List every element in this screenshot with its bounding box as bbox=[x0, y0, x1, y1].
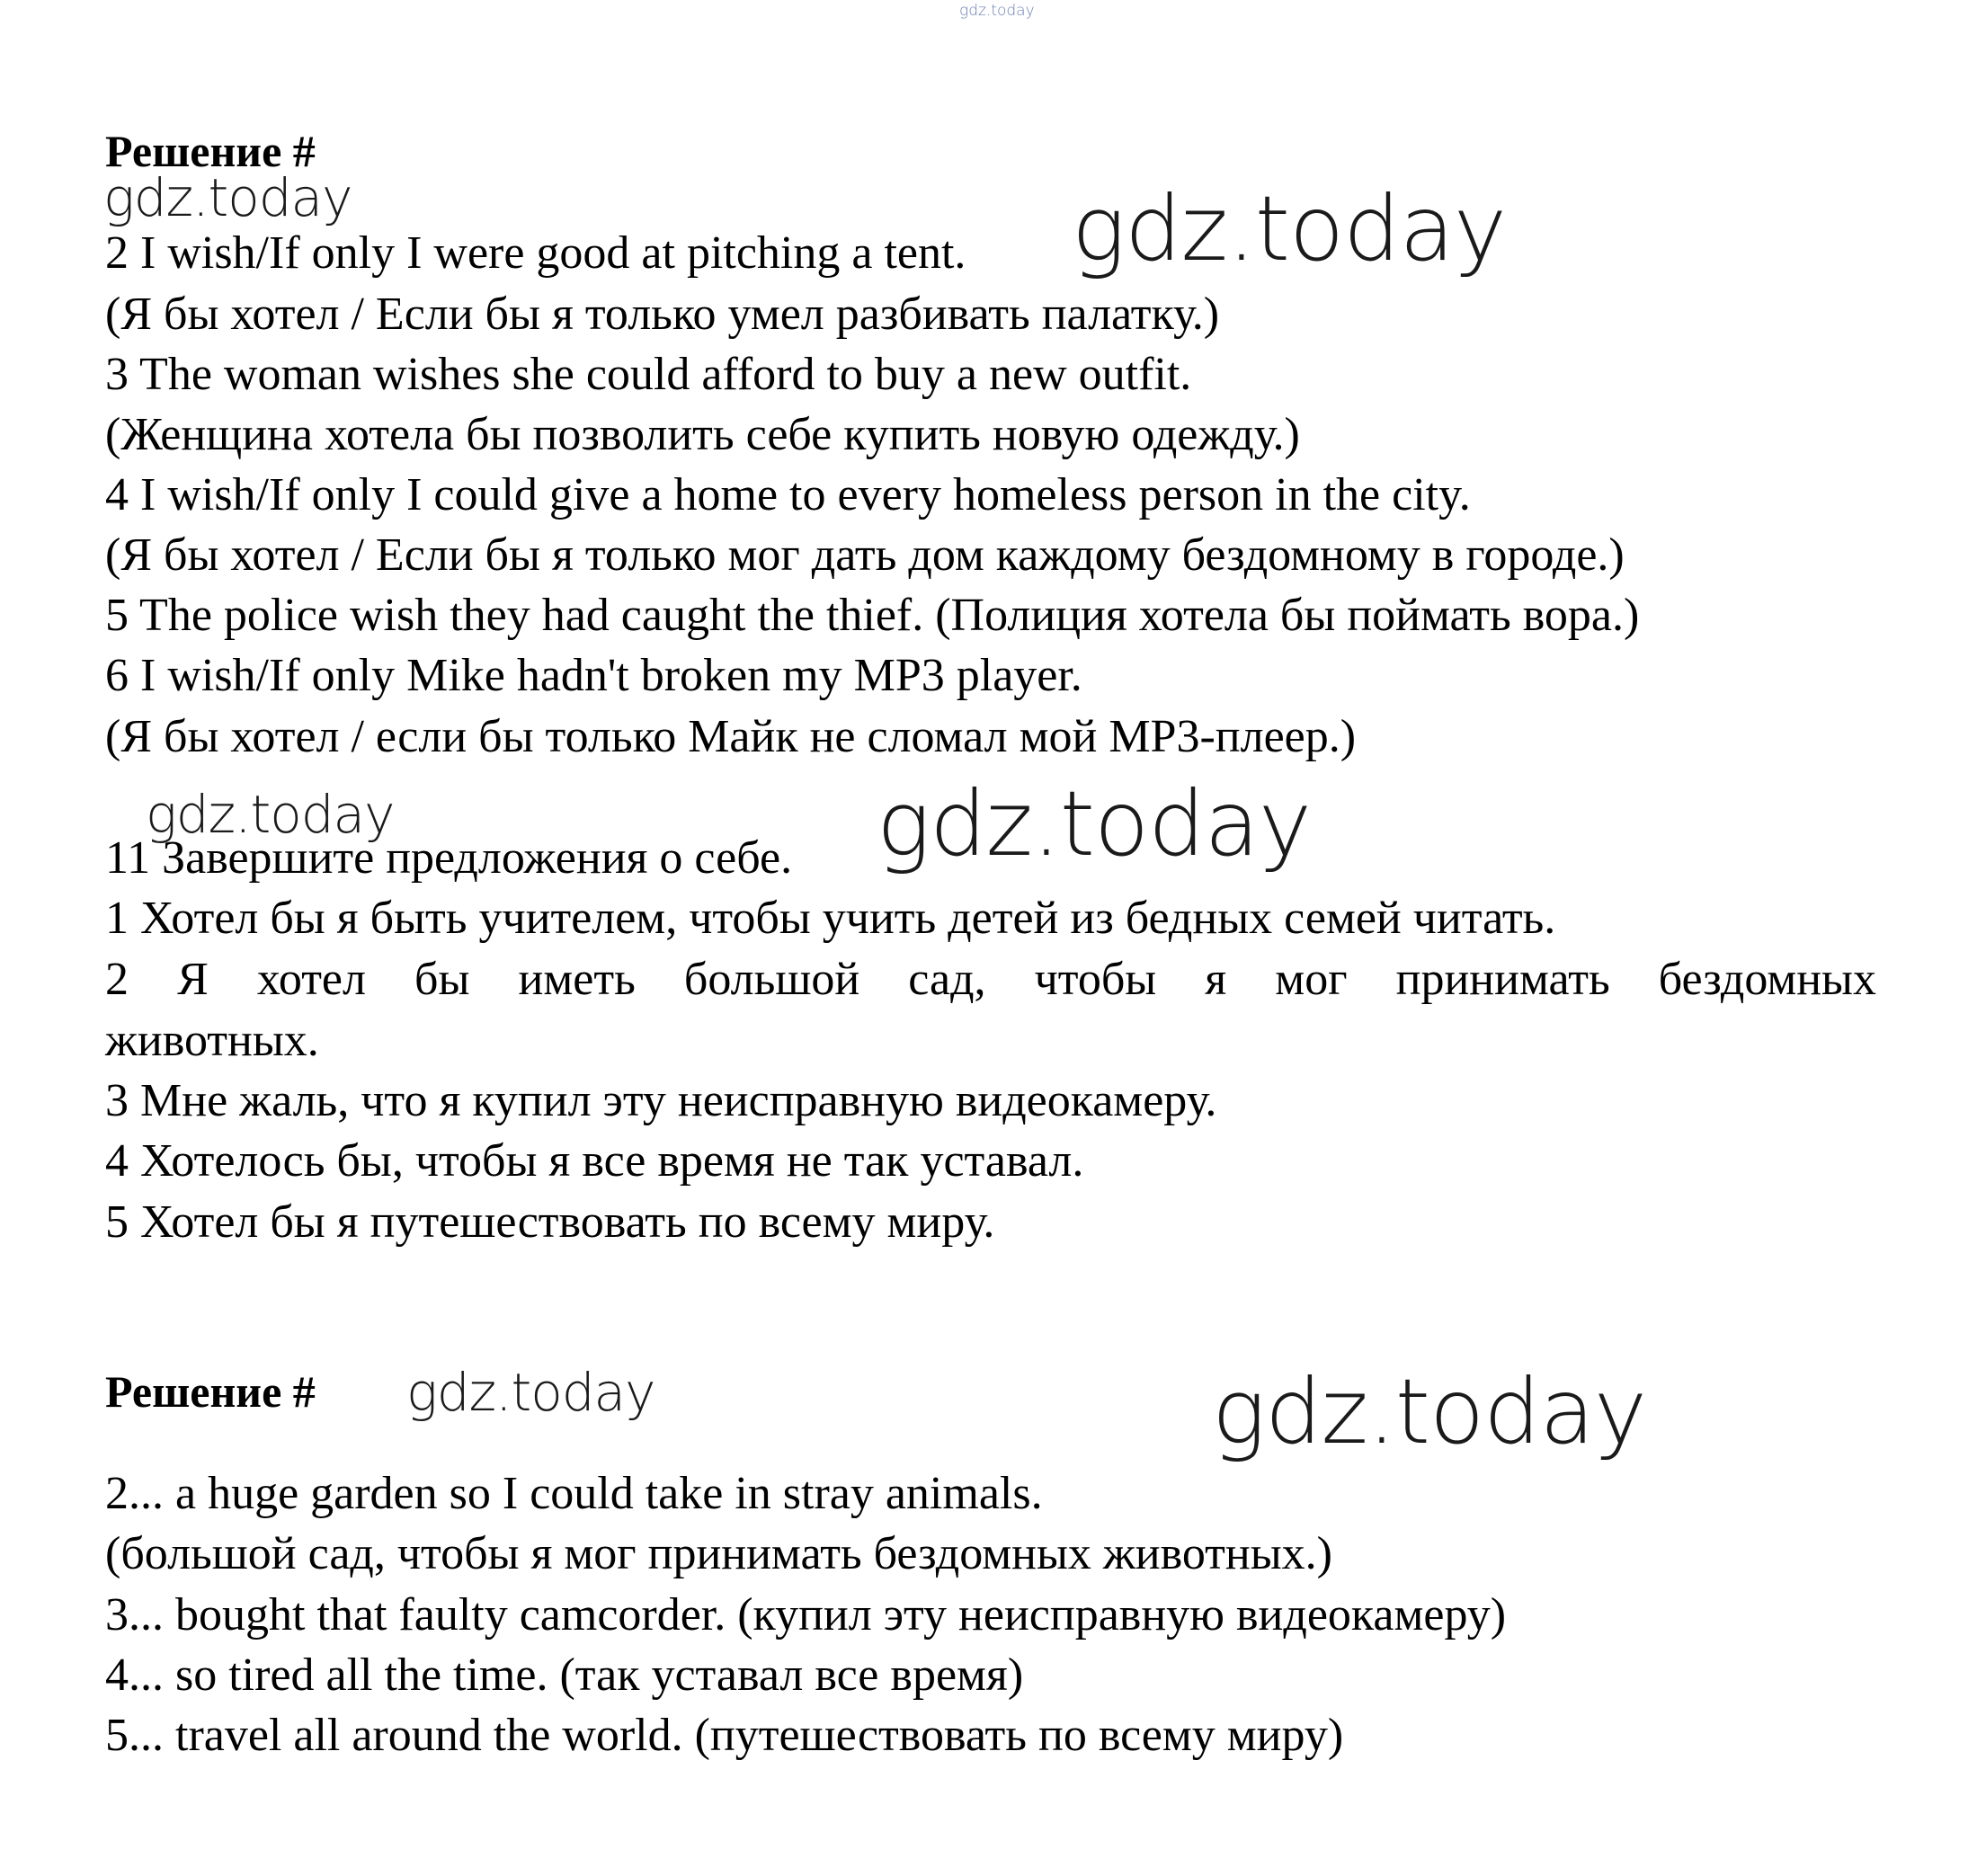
text-line: 2 Я хотел бы иметь большой сад, чтобы я мог принимать бездомных bbox=[105, 954, 1876, 1005]
watermark: gdz.today bbox=[406, 1362, 655, 1423]
text-line: 5 Хотел бы я путешествовать по всему миру. bbox=[105, 1196, 995, 1248]
text-line: 2 I wish/If only I were good at pitching a tent. bbox=[105, 227, 966, 279]
text-line: (большой сад, чтобы я мог принимать бездомных животных.) bbox=[105, 1528, 1332, 1579]
text-line: 4 Хотелось бы, чтобы я все время не так уставал. bbox=[105, 1135, 1084, 1187]
text-line: животных. bbox=[105, 1015, 319, 1066]
text-line: 5... travel all around the world. (путешествовать по всему миру) bbox=[105, 1710, 1344, 1761]
text-line: 3... bought that faulty camcorder. (купил эту неисправную видеокамеру) bbox=[105, 1589, 1507, 1640]
text-line: 5 The police wish they had caught the thief. (Полиция хотела бы поймать вора.) bbox=[105, 590, 1640, 641]
text-line: 4... so tired all the time. (так уставал все время) bbox=[105, 1649, 1024, 1701]
watermark: gdz.today bbox=[1072, 176, 1507, 281]
text-line: (Я бы хотел / Если бы я только мог дать дом каждому бездомному в городе.) bbox=[105, 529, 1625, 581]
text-line: 4 I wish/If only I could give a home to every homeless person in the city. bbox=[105, 469, 1471, 520]
text-line: 1 Хотел бы я быть учителем, чтобы учить детей из бедных семей читать. bbox=[105, 893, 1556, 944]
text-line: (Я бы хотел / если бы только Майк не сломал мой MP3-плеер.) bbox=[105, 711, 1357, 762]
watermark: gdz.today bbox=[877, 771, 1312, 876]
text-line: (Я бы хотел / Если бы я только умел разбивать палатку.) bbox=[105, 289, 1220, 340]
watermark: gdz.today bbox=[103, 167, 352, 228]
text-line: (Женщина хотела бы позволить себе купить новую одежду.) bbox=[105, 409, 1300, 460]
solution-heading: Решение # bbox=[105, 126, 316, 176]
text-line: 6 I wish/If only Mike hadn't broken my MP3 player. bbox=[105, 650, 1082, 701]
text-line: 3 Мне жаль, что я купил эту неисправную видеокамеру. bbox=[105, 1075, 1217, 1126]
solution-heading: Решение # bbox=[105, 1366, 316, 1417]
watermark: gdz.today bbox=[1212, 1359, 1647, 1464]
watermark-top: gdz.today bbox=[959, 2, 1035, 20]
text-line: 2... a huge garden so I could take in stray animals. bbox=[105, 1468, 1043, 1519]
exercise-title: 11 Завершите предложения о себе. bbox=[105, 832, 793, 884]
watermark: gdz.today bbox=[146, 784, 395, 845]
text-line: 3 The woman wishes she could afford to buy a new outfit. bbox=[105, 349, 1192, 400]
